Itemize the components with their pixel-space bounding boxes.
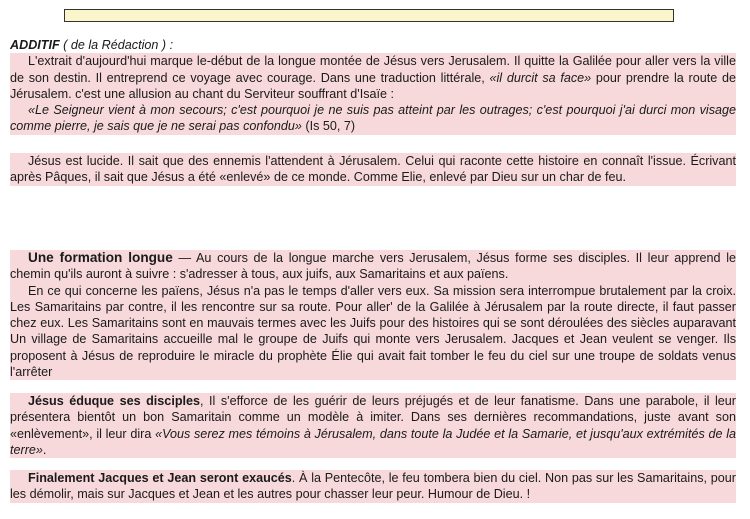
isaiah-quote: «Le Seigneur vient à mon secours; c'est pourquoi je ne suis pas atteint par les outrages; c'est pourquoi j'ai durci mon visage comme pierre, je sais que je ne serai pas confondu» (Is 50, 7) xyxy=(10,103,736,134)
subtitle-text: ( de la Rédaction ) : xyxy=(63,38,174,52)
finally-heading: Finalement Jacques et Jean seront exaucés xyxy=(28,471,292,485)
lucid-section xyxy=(10,153,736,186)
lucid-paragraph: Jésus est lucide. Il sait que des ennemis l'attendent à Jérusalem. Celui qui raconte cette histoire en connaît l'issue. Écrivant après Pâques, il sait que Jésus a été «enlevé» de ce monde. Comme Elie, enlevé par Dieu sur un char de feu. xyxy=(10,154,736,185)
formation-paragraph: Une formation longue — Au cours de la longue marche vers Jerusalem, Jésus forme ses disciples. Il leur apprend le chemin qu'ils auront à suivre : s'adresser à tous, aux juifs, aux Samaritains et aux païens. xyxy=(10,250,736,282)
educates-paragraph: Jésus éduque ses disciples, Il s'efforce de les guérir de leurs préjugés et de leur fanatisme. Dans une parabole, il leur présentera bientôt un bon Samaritain comme un modèle à imiter. Dans ses dernières recommandations, juste avant son «enlèvement», il leur dira «Vous serez mes témoins à Jérusalem, dans toute la Judée et la Samarie, et jusqu'aux extrémités de la terre». xyxy=(10,394,736,457)
additif-section xyxy=(10,37,736,135)
finally-paragraph: Finalement Jacques et Jean seront exaucés. À la Pentecôte, le feu tombera bien du ciel. Non pas sur les Samaritains, pour les démolir, mais sur Jacques et Jean et les autres pour chasser leur peur. Humour de Dieu. ! xyxy=(10,471,736,502)
formation-paragraph-2: En ce qui concerne les païens, Jésus n'a pas le temps d'aller vers eux. Sa mission sera interrompue brutalement par la croix. Les Samaritains par contre, il les rencontre sur sa route. Pour aller' de la Galilée à Jérusalem par la route directe, il faut passer chez eux. Les Samaritains sont en mauvais termes avec les Juifs pour des histoires qui se sont déroulées des siècles auparavant Un village de Samaritains accueille mal le groupe de Juifs qui monte vers Jerusalem. Jacques et Jean veulent se venger. Ils proposent à Jésus de reproduire le miracle du prophète Élie qui avait fait tomber le feu du ciel sur une troupe de soldats venus l'arrêter xyxy=(10,283,736,380)
educates-heading: Jésus éduque ses disciples xyxy=(28,394,201,408)
formation-heading: Une formation longue xyxy=(28,250,173,265)
formation-section xyxy=(10,250,736,380)
additif-title xyxy=(10,37,736,53)
finally-section xyxy=(10,470,736,503)
title-text: ADDITIF xyxy=(10,38,60,52)
header-banner xyxy=(64,9,674,22)
intro-paragraph: L'extrait d'aujourd'hui marque le-début de la longue montée de Jésus vers Jerusalem. Il quitte la Galilée pour aller vers la ville de son destin. Il entreprend ce voyage avec courage. Dans une traduction littérale, «il durcit sa face» pour prendre la route de Jérusalem. c'est une allusion au chant du Serviteur souffrant d'Isaïe : xyxy=(10,54,736,101)
educates-section xyxy=(10,393,736,458)
